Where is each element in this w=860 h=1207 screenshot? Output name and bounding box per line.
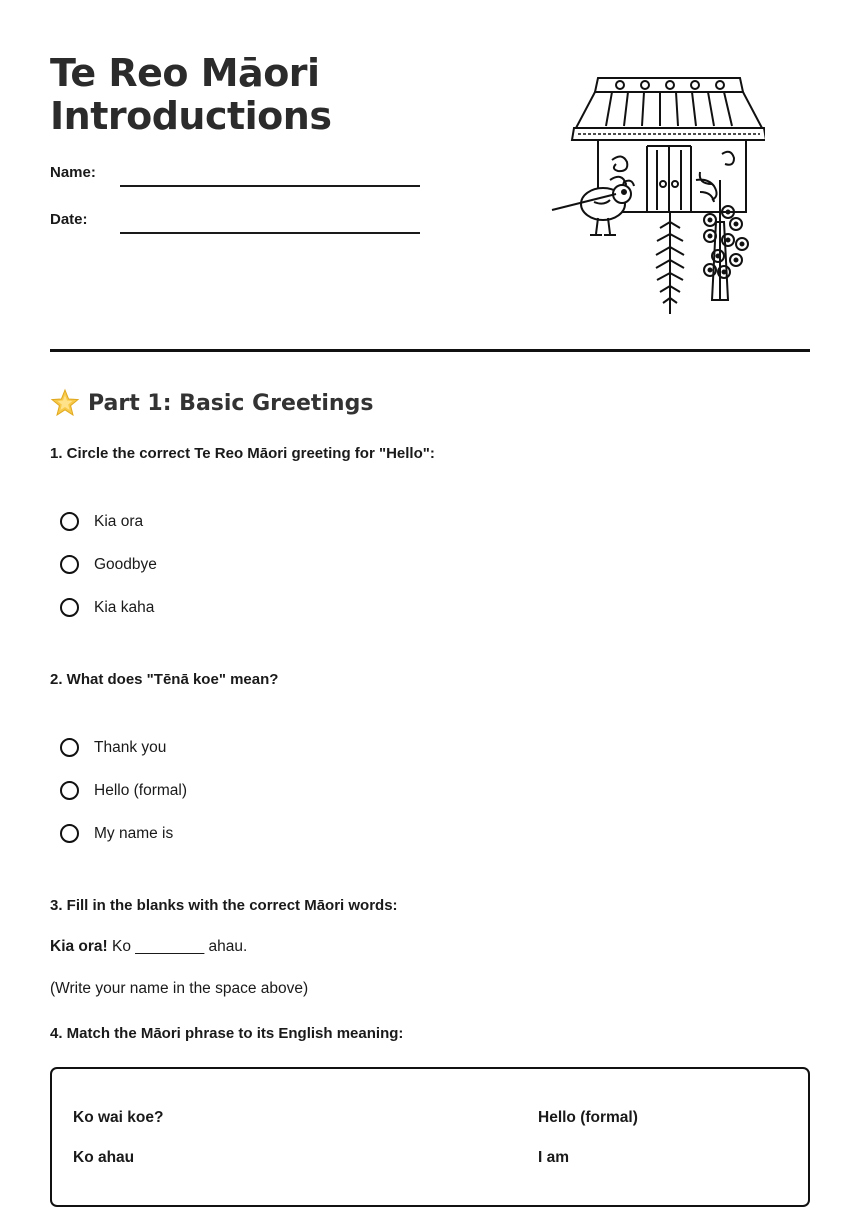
radio-circle-icon[interactable] xyxy=(60,781,79,800)
part1-heading xyxy=(50,388,373,418)
title-line-2: Introductions xyxy=(50,94,332,138)
q1-option-2-label: Goodbye xyxy=(94,555,157,573)
matching-box xyxy=(50,1067,810,1207)
match-row xyxy=(73,1149,788,1167)
q2-option-1[interactable] xyxy=(60,738,166,757)
q1-option-3[interactable] xyxy=(60,598,154,617)
question-1-prompt: 1. Circle the correct Te Reo Māori greeting for "Hello": xyxy=(50,445,435,462)
name-field-row xyxy=(50,164,420,181)
radio-circle-icon[interactable] xyxy=(60,512,79,531)
q1-option-3-label: Kia kaha xyxy=(94,598,155,616)
match-english-meaning[interactable]: I am xyxy=(538,1149,570,1166)
name-label: Name: xyxy=(50,164,96,181)
star-icon xyxy=(50,388,80,418)
q2-option-2-label: Hello (formal) xyxy=(94,781,188,799)
question-2-prompt: 2. What does "Tēnā koe" mean? xyxy=(50,671,279,688)
question-3-prompt: 3. Fill in the blanks with the correct Māori words: xyxy=(50,897,398,914)
q1-option-2[interactable] xyxy=(60,555,157,574)
radio-circle-icon[interactable] xyxy=(60,598,79,617)
q2-option-3-label: My name is xyxy=(94,824,174,842)
date-blank[interactable] xyxy=(120,232,420,234)
q2-option-1-label: Thank you xyxy=(94,738,167,756)
title-line-1: Te Reo Māori xyxy=(50,51,320,95)
match-maori-phrase[interactable]: Ko ahau xyxy=(73,1149,135,1166)
q2-option-2[interactable] xyxy=(60,781,187,800)
radio-circle-icon[interactable] xyxy=(60,555,79,574)
wharenui-illustration xyxy=(550,72,765,317)
header-divider xyxy=(50,349,810,352)
worksheet-header xyxy=(50,52,810,352)
match-row xyxy=(73,1109,788,1127)
q3-sentence-blank[interactable]: Ko ________ ahau. xyxy=(107,938,248,955)
radio-circle-icon[interactable] xyxy=(60,738,79,757)
match-maori-phrase[interactable]: Ko wai koe? xyxy=(73,1109,164,1126)
q3-sentence[interactable] xyxy=(50,938,247,956)
name-blank[interactable] xyxy=(120,185,420,187)
match-english-meaning[interactable]: Hello (formal) xyxy=(538,1109,638,1126)
q1-option-1-label: Kia ora xyxy=(94,512,144,530)
part1-heading-text: Part 1: Basic Greetings xyxy=(88,390,374,416)
q2-option-3[interactable] xyxy=(60,824,173,843)
date-field-row xyxy=(50,211,420,228)
radio-circle-icon[interactable] xyxy=(60,824,79,843)
question-4-prompt: 4. Match the Māori phrase to its English meaning: xyxy=(50,1025,404,1042)
q3-sentence-greeting: Kia ora! xyxy=(50,938,108,955)
date-label: Date: xyxy=(50,211,88,228)
q3-hint: (Write your name in the space above) xyxy=(50,980,309,997)
q1-option-1[interactable] xyxy=(60,512,143,531)
